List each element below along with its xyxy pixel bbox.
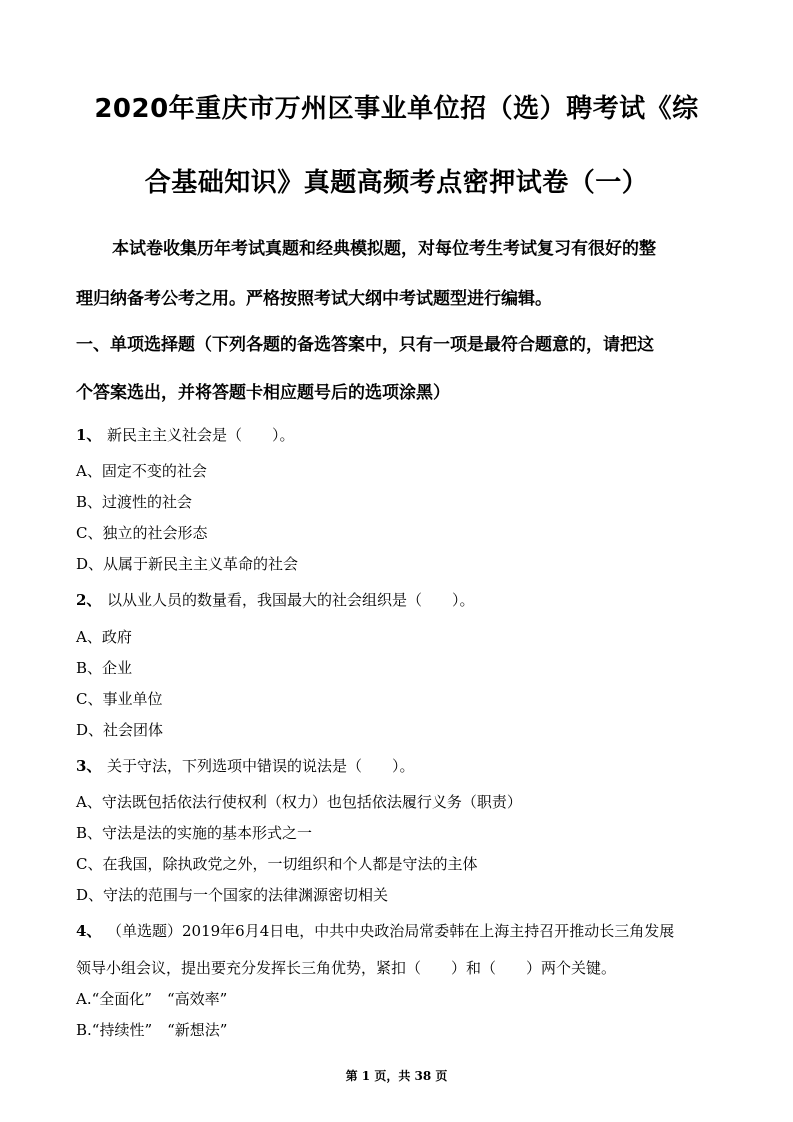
question-1-option-c: C、独立的社会形态 — [76, 524, 208, 542]
question-3-option-d: D、守法的范围与一个国家的法律渊源密切相关 — [76, 886, 389, 904]
question-2 — [76, 589, 726, 610]
question-4-option-a: A.“全面化” “高效率” — [76, 990, 228, 1008]
question-3-option-a: A、守法既包括依法行使权利（权力）也包括依法履行义务（职责） — [76, 793, 522, 811]
question-text: 新民主主义社会是（ ）。 — [107, 426, 295, 444]
question-text: 关于守法，下列选项中错误的说法是（ ）。 — [107, 757, 415, 775]
question-3-option-b: B、守法是法的实施的基本形式之一 — [76, 824, 313, 842]
question-2-option-d: D、社会团体 — [76, 721, 164, 739]
section-heading-line-2: 个答案选出，并将答题卡相应题号后的选项涂黑） — [76, 383, 450, 403]
question-number: 4、 — [76, 922, 102, 940]
question-4-option-b: B.“持续性” “新想法” — [76, 1021, 228, 1039]
question-1-option-a: A、固定不变的社会 — [76, 462, 207, 480]
section-heading-line-1: 一、单项选择题（下列各题的备选答案中，只有一项是最符合题意的，请把这 — [76, 335, 654, 355]
question-1 — [76, 424, 726, 445]
question-4 — [76, 920, 726, 941]
question-1-option-d: D、从属于新民主主义革命的社会 — [76, 555, 299, 573]
document-title-line-1: 2020年重庆市万州区事业单位招（选）聘考试《综 — [94, 94, 699, 124]
intro-line-1: 本试卷收集历年考试真题和经典模拟题，对每位考生考试复习有很好的整 — [112, 239, 656, 259]
question-number: 1、 — [76, 426, 102, 444]
question-text: 以从业人员的数量看，我国最大的社会组织是（ ）。 — [107, 591, 475, 609]
question-3 — [76, 755, 726, 776]
page-footer: 第 1 页，共 38 页 — [345, 1069, 448, 1083]
document-title-line-2: 合基础知识》真题高频考点密押试卷（一） — [144, 168, 649, 198]
question-text: （单选题）2019年6月4日电，中共中央政治局常委韩在上海主持召开推动长三角发展 — [107, 922, 675, 940]
question-number: 2、 — [76, 591, 102, 609]
question-4-continuation: 领导小组会议，提出要充分发挥长三角优势，紧扣（ ）和（ ）两个关键。 — [76, 959, 617, 977]
question-1-option-b: B、过渡性的社会 — [76, 493, 193, 511]
question-2-option-b: B、企业 — [76, 659, 133, 677]
question-number: 3、 — [76, 757, 102, 775]
intro-line-2: 理归纳备考公考之用。严格按照考试大纲中考试题型进行编辑。 — [76, 289, 552, 309]
question-2-option-c: C、事业单位 — [76, 690, 163, 708]
question-3-option-c: C、在我国，除执政党之外，一切组织和个人都是守法的主体 — [76, 855, 478, 873]
question-2-option-a: A、政府 — [76, 628, 132, 646]
